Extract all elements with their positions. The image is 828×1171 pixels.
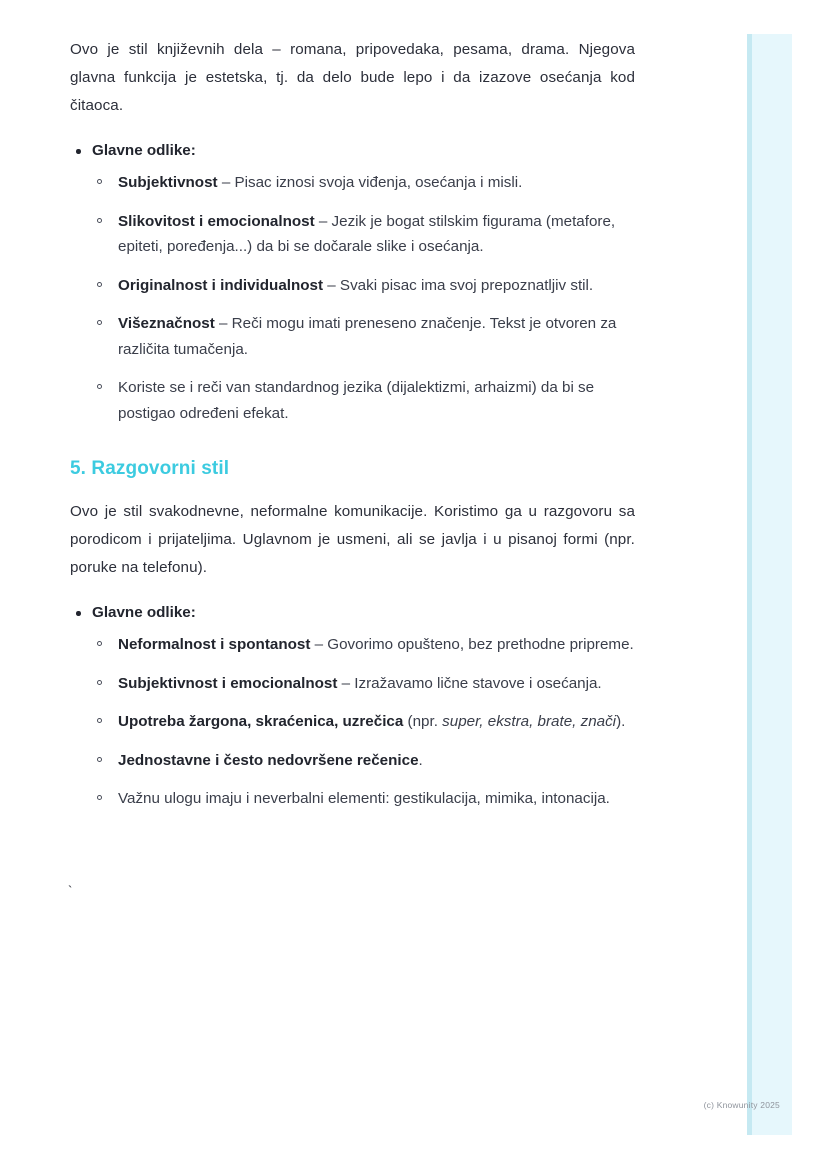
list-item-text: – Pisac iznosi svoja viđenja, osećanja i misli. <box>217 174 523 191</box>
bullet-circle-icon <box>97 641 102 646</box>
list-item <box>92 671 635 697</box>
list-item-italic: super, ekstra, brate, znači <box>442 713 617 730</box>
list-item <box>92 709 635 735</box>
page-title-section-5: 5. Razgovorni stil <box>70 458 230 479</box>
bullet-circle-icon <box>97 384 102 389</box>
list-item <box>92 632 635 658</box>
list-item-text: – Reči mogu imati preneseno značenje. Tekst je otvoren za različita tumačenja. <box>118 315 617 358</box>
list-item <box>92 209 635 260</box>
paragraph-colloquial-style: Ovo je stil svakodnevne, neformalne komunikacije. Koristimo ga u razgovoru sa porodicom i prijateljima. Uglavnom je usmeni, ali se javlja i u pisanoj formi (npr. poruke na telefonu). <box>70 503 635 576</box>
list-item-text: – Izražavamo lične stavove i osećanja. <box>337 674 602 692</box>
list-item <box>92 170 635 196</box>
footer-copyright: (c) Knowunity 2025 <box>703 1100 780 1110</box>
list-item <box>92 311 635 362</box>
list-item-text: Važnu ulogu imaju i neverbalni elementi: gestikulacija, mimika, intonacija. <box>118 790 610 807</box>
list-heading-label: Glavne odlike: <box>92 604 196 621</box>
bullet-circle-icon <box>97 795 102 800</box>
list-item-lead: Upotreba žargona, skraćenica, uzrečica <box>118 713 404 730</box>
feature-list-literary <box>70 138 635 426</box>
list-item-lead: Subjektivnost <box>118 174 218 191</box>
list-item-lead: Slikovitost i emocionalnost <box>118 212 315 230</box>
list-item-text: – Govorimo opušteno, bez prethodne pripreme. <box>310 636 634 653</box>
list-item-heading-main-features-1 <box>70 138 635 426</box>
list-item <box>92 748 635 774</box>
bullet-disc-icon <box>76 611 81 616</box>
document-content <box>70 36 635 825</box>
feature-sublist-literary <box>92 170 635 426</box>
list-item <box>92 786 635 812</box>
list-item-text: . <box>418 751 423 769</box>
list-item-lead: Originalnost i individualnost <box>118 276 324 294</box>
list-item-tail: ). <box>616 713 626 730</box>
stray-backtick-mark: ` <box>68 883 73 898</box>
list-item <box>92 375 635 426</box>
list-item-lead: Višeznačnost <box>118 315 215 332</box>
bullet-circle-icon <box>97 718 102 723</box>
bullet-circle-icon <box>97 218 102 223</box>
bullet-circle-icon <box>97 320 102 325</box>
list-item-text: Koriste se i reči van standardnog jezika (dijalektizmi, arhaizmi) da bi se postigao određeni efekat. <box>118 379 595 422</box>
list-item-text: – Jezik je bogat stilskim figurama (metafore, epiteti, poređenja...) da bi se dočarale slike i osećanja. <box>118 212 616 255</box>
list-item-lead: Subjektivnost i emocionalnost <box>118 674 338 692</box>
bullet-circle-icon <box>97 757 102 762</box>
feature-list-colloquial <box>70 600 635 812</box>
bullet-circle-icon <box>97 680 102 685</box>
bullet-disc-icon <box>76 149 81 154</box>
bullet-circle-icon <box>97 179 102 184</box>
list-item-lead: Neformalnost i spontanost <box>118 636 311 653</box>
paragraph-literary-style: Ovo je stil književnih dela – romana, pripovedaka, pesama, drama. Njegova glavna funkcija je estetska, tj. da delo bude lepo i da izazove osećanja kod čitaoca. <box>70 41 635 114</box>
list-heading-label: Glavne odlike: <box>92 142 196 159</box>
bullet-circle-icon <box>97 282 102 287</box>
list-item-lead: Jednostavne i često nedovršene rečenice <box>118 751 419 769</box>
list-item <box>92 273 635 299</box>
list-item-text: – Svaki pisac ima svoj prepoznatljiv stil. <box>323 276 594 294</box>
list-item-text: (npr. <box>403 713 443 730</box>
feature-sublist-colloquial <box>92 632 635 812</box>
list-item-heading-main-features-2 <box>70 600 635 812</box>
